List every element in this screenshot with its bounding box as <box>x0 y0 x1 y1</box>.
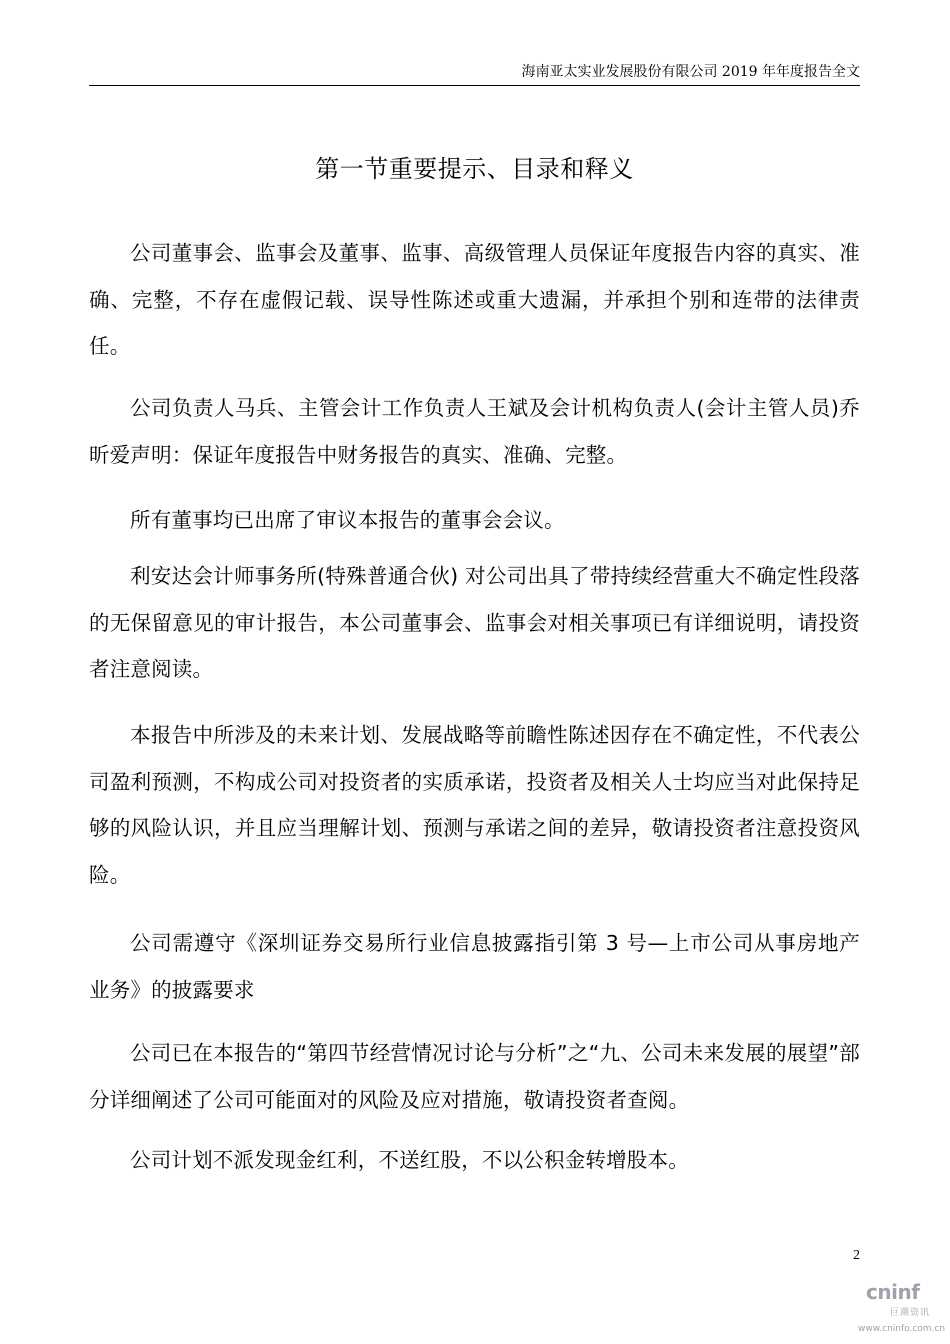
paragraph-disclosure-guideline: 公司需遵守《深圳证券交易所行业信息披露指引第 3 号—上市公司从事房地产业务》的披露要求 <box>89 931 860 1002</box>
page-number: 2 <box>853 1248 860 1263</box>
paragraph-audit-opinion: 利安达会计师事务所(特殊普通合伙) 对公司出具了带持续经营重大不确定性段落的无保留意见的审计报告，本公司董事会、监事会对相关事项已有详细说明，请投资者注意阅读。 <box>89 564 860 681</box>
paragraph-risk-reference: 公司已在本报告的“第四节经营情况讨论与分析”之“九、公司未来发展的展望”部分详细阐述了公司可能面对的风险及应对措施，敬请投资者查阅。 <box>89 1041 860 1112</box>
paragraph-responsible-persons: 公司负责人马兵、主管会计工作负责人王斌及会计机构负责人(会计主管人员)乔昕爱声明：保证年度报告中财务报告的真实、准确、完整。 <box>89 396 860 467</box>
cninfo-logo-text: cninf <box>866 1280 920 1304</box>
cninfo-url: www.cninfo.com.cn <box>858 1324 946 1334</box>
paragraph-directors-attendance: 所有董事均已出席了审议本报告的董事会会议。 <box>130 508 565 532</box>
header-divider <box>89 85 860 86</box>
cninfo-cn-text: 巨潮资讯 <box>890 1308 931 1318</box>
paragraph-forward-looking: 本报告中所涉及的未来计划、发展战略等前瞻性陈述因存在不确定性，不代表公司盈利预测，不构成公司对投资者的实质承诺，投资者及相关人士均应当对此保持足够的风险认识，并且应当理解计划、预测与承诺之间的差异，敬请投资者注意投资风险。 <box>89 723 860 887</box>
paragraph-dividend-plan: 公司计划不派发现金红利，不送红股，不以公积金转增股本。 <box>130 1148 689 1172</box>
cninfo-watermark <box>852 1280 948 1340</box>
running-header: 海南亚太实业发展股份有限公司 2019 年年度报告全文 <box>521 64 860 80</box>
paragraph-board-guarantee: 公司董事会、监事会及董事、监事、高级管理人员保证年度报告内容的真实、准确、完整，不存在虚假记载、误导性陈述或重大遗漏，并承担个别和连带的法律责任。 <box>89 241 860 358</box>
section-title: 第一节重要提示、目录和释义 <box>315 155 634 183</box>
